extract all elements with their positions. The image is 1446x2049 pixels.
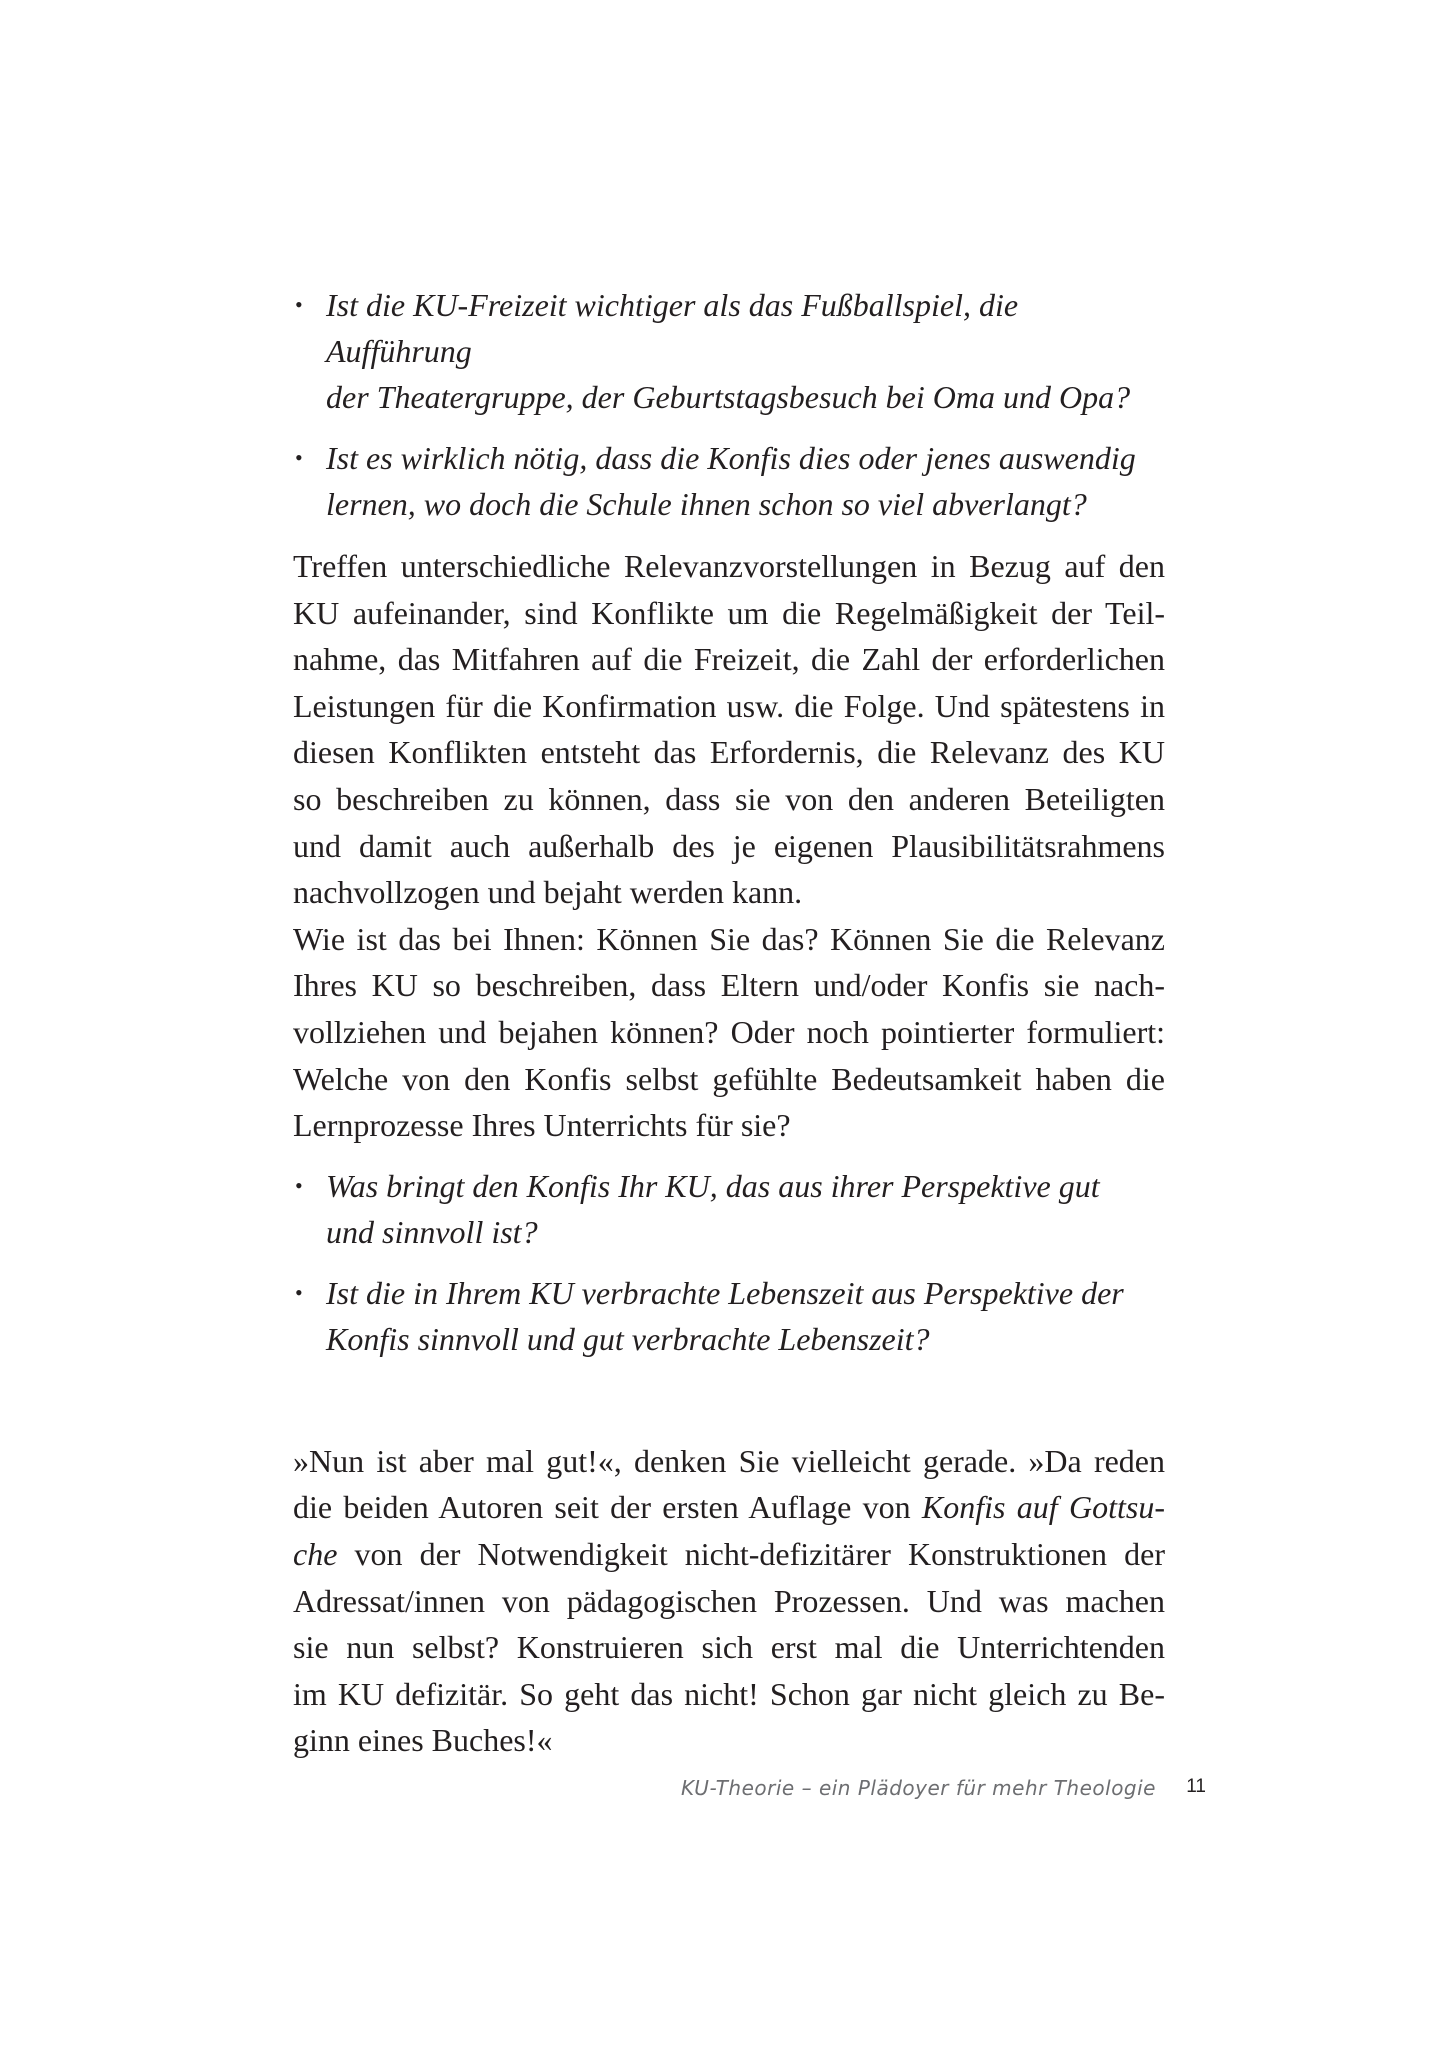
- text-line: Treffen unterschiedliche Relevanzvorstellungen in Bezug auf den: [293, 548, 1165, 584]
- text-line: Adressat/innen von pädagogischen Prozessen. Und was machen: [293, 1582, 1165, 1619]
- bullet-icon: •: [295, 1279, 303, 1305]
- list-item-line: Was bringt den Konfis Ihr KU, das aus ihrer Perspektive gut: [326, 1167, 1100, 1204]
- list-item: [293, 435, 1165, 527]
- list-item: [293, 1163, 1165, 1255]
- list-item-line: Ist die in Ihrem KU verbrachte Lebenszeit aus Perspektive der: [326, 1274, 1124, 1311]
- text-line: Wie ist das bei Ihnen: Können Sie das? Können Sie die Relevanz: [293, 920, 1165, 957]
- text-line: so beschreiben zu können, dass sie von den anderen Beteiligten: [293, 780, 1165, 817]
- page-body: [293, 282, 1165, 1764]
- paragraph-author-quote: [293, 1438, 1165, 1764]
- text-fragment: von der Notwendigkeit nicht-defizitärer Konstruktionen der: [337, 1535, 1165, 1572]
- list-item-line: Ist es wirklich nötig, dass die Konfis dies oder jenes auswendig: [326, 440, 1136, 476]
- text-line: [293, 1531, 1165, 1578]
- question-list-bottom: [293, 1163, 1165, 1362]
- page-footer: [293, 1776, 1206, 1806]
- text-line: Lernprozesse Ihres Unterrichts für sie?: [293, 1107, 791, 1144]
- page-number: 11: [1186, 1776, 1206, 1797]
- list-item-line: Konfis sinnvoll und gut verbrachte Lebenszeit?: [326, 1320, 930, 1357]
- list-item: [293, 1270, 1165, 1362]
- text-line: Welche von den Konfis selbst gefühlte Bedeutsamkeit haben die: [293, 1060, 1165, 1097]
- text-line: ginn eines Buches!«: [293, 1722, 553, 1759]
- bullet-icon: •: [295, 1172, 303, 1198]
- text-line: »Nun ist aber mal gut!«, denken Sie vielleicht gerade. »Da reden: [293, 1442, 1165, 1479]
- text-line: vollziehen und bejahen können? Oder noch pointierter formuliert:: [293, 1013, 1165, 1050]
- text-line: nahme, das Mitfahren auf die Freizeit, die Zahl der erforderlichen: [293, 641, 1165, 678]
- text-line: Leistungen für die Konfirmation usw. die Folge. Und spätestens in: [293, 687, 1165, 724]
- bullet-icon: •: [295, 445, 303, 470]
- text-line: und damit auch außerhalb des je eigenen Plausibilitätsrahmens: [293, 827, 1165, 864]
- question-list-top: [293, 282, 1165, 527]
- book-title-fragment: che: [293, 1535, 338, 1572]
- paragraph-relevance-conflicts: [293, 543, 1165, 916]
- bullet-icon: •: [295, 292, 303, 317]
- text-fragment: die beiden Autoren seit der ersten Auflage von: [293, 1489, 922, 1526]
- text-line: diesen Konflikten entsteht das Erfordernis, die Relevanz des KU: [293, 734, 1165, 771]
- list-item: [293, 282, 1165, 420]
- list-item-line: und sinnvoll ist?: [326, 1213, 538, 1250]
- text-line: sie nun selbst? Konstruieren sich erst mal die Unterrichtenden: [293, 1629, 1165, 1666]
- list-item-line: Ist die KU-Freizeit wichtiger als das Fußballspiel, die Aufführung: [326, 287, 1019, 369]
- text-line: KU aufeinander, sind Konflikte um die Regelmäßigkeit der Teil-: [293, 594, 1165, 631]
- text-line: Ihres KU so beschreiben, dass Eltern und/oder Konfis sie nach-: [293, 967, 1165, 1004]
- list-item-line: lernen, wo doch die Schule ihnen schon so viel abverlangt?: [326, 486, 1087, 522]
- paragraph-reader-question: [293, 916, 1165, 1149]
- text-line: nachvollzogen und bejaht werden kann.: [293, 874, 803, 911]
- text-line: im KU defizitär. So geht das nicht! Schon gar nicht gleich zu Be-: [293, 1675, 1165, 1712]
- running-title: KU-Theorie – ein Plädoyer für mehr Theologie: [681, 1776, 1156, 1800]
- book-title-fragment: Konfis auf Gottsu-: [921, 1489, 1165, 1526]
- list-item-line: der Theatergruppe, der Geburtstagsbesuch bei Oma und Opa?: [326, 379, 1131, 415]
- text-line: [293, 1484, 1165, 1531]
